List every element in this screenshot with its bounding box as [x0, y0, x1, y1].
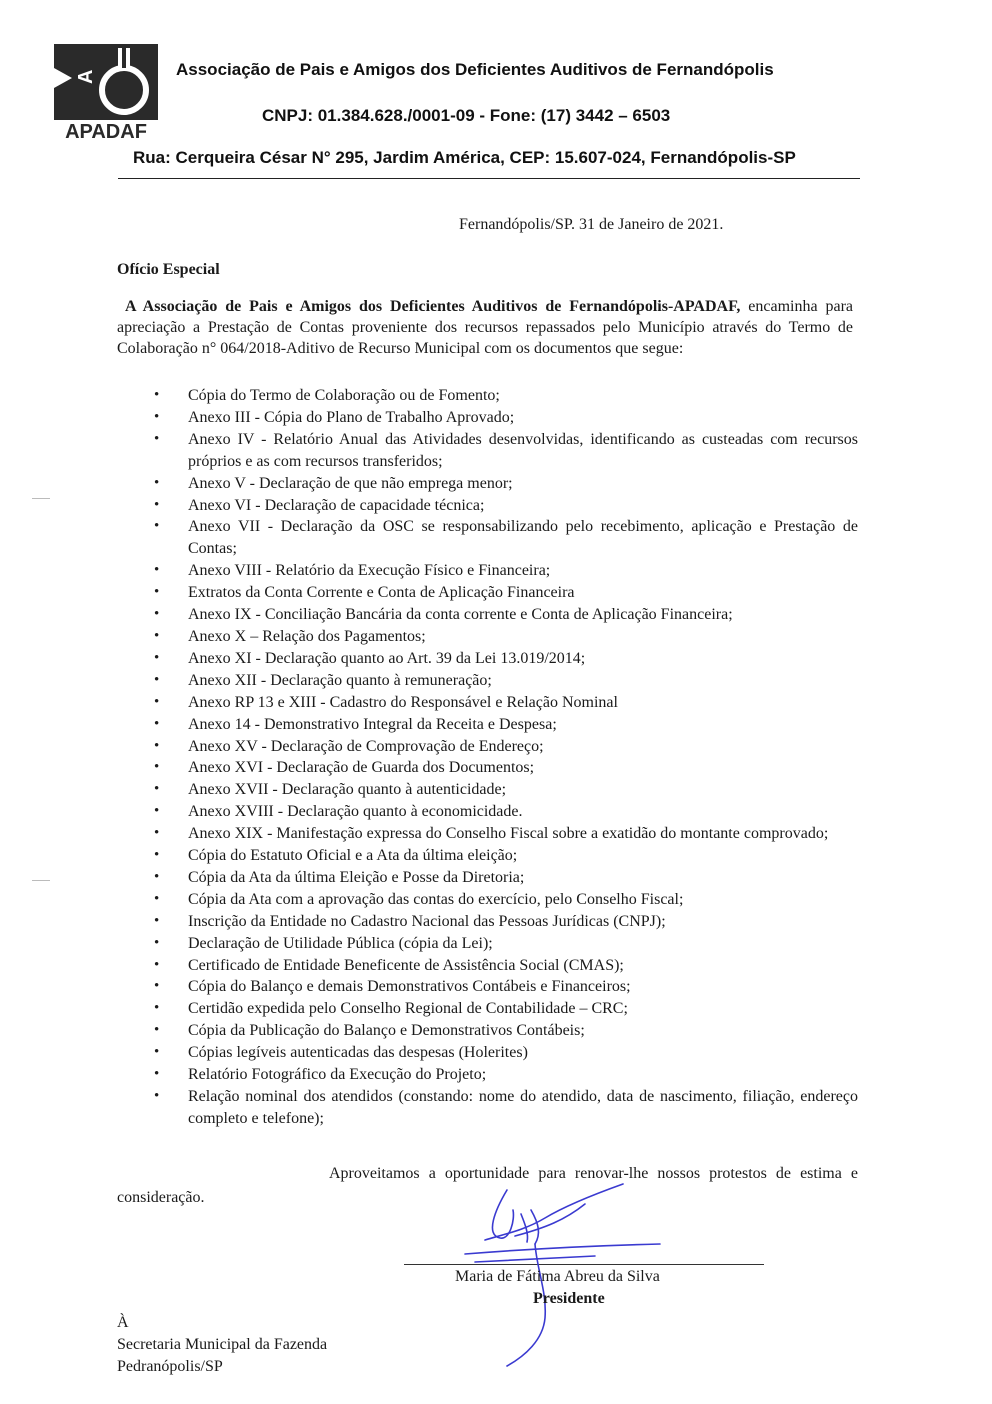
document-list-item: • Relatório Fotográfico da Execução do Projeto;	[150, 1064, 858, 1086]
document-list-item: • Anexo XV - Declaração de Comprovação de Endereço;	[150, 736, 858, 758]
cnpj-phone: CNPJ: 01.384.628./0001-09 - Fone: (17) 3442 – 6503	[262, 106, 671, 125]
document-list-item: • Cópia da Publicação do Balanço e Demonstrativos Contábeis;	[150, 1020, 858, 1042]
logo-letter: A	[75, 69, 97, 84]
document-list-item: • Cópias legíveis autenticadas das despesas (Holerites)	[150, 1042, 858, 1064]
document-list-item: • Cópia do Balanço e demais Demonstrativos Contábeis e Financeiros;	[150, 976, 858, 998]
document-list-item: • Anexo V - Declaração de que não emprega menor;	[150, 473, 858, 495]
document-list-item: • Anexo X – Relação dos Pagamentos;	[150, 626, 858, 648]
document-list-item: • Cópia do Termo de Colaboração ou de Fomento;	[150, 385, 858, 407]
document-list-item: • Inscrição da Entidade no Cadastro Nacional das Pessoas Jurídicas (CNPJ);	[150, 911, 858, 933]
punch-mark	[32, 880, 50, 881]
document-list-item: • Anexo XII - Declaração quanto à remuneração;	[150, 670, 858, 692]
document-list-item: • Anexo VIII - Relatório da Execução Físico e Financeira;	[150, 560, 858, 582]
signatory-name: Maria de Fátima Abreu da Silva	[455, 1268, 660, 1285]
document-list-item: • Anexo XIX - Manifestação expressa do Conselho Fiscal sobre a exatidão do montante comprovado;	[150, 823, 858, 845]
intro-organization: A Associação de Pais e Amigos dos Deficientes Auditivos de Fernandópolis-APADAF,	[125, 298, 741, 315]
document-list-item: • Certificado de Entidade Beneficente de Assistência Social (CMAS);	[150, 955, 858, 977]
document-list-item: • Anexo VII - Declaração da OSC se responsabilizando pelo recebimento, aplicação e Prestação de Contas;	[150, 516, 858, 560]
recipient-to: À	[117, 1314, 129, 1331]
punch-mark	[32, 498, 50, 499]
document-list-item: • Cópia da Ata com a aprovação das contas do exercício, pelo Conselho Fiscal;	[150, 889, 858, 911]
document-list-item: • Anexo IX - Conciliação Bancária da conta corrente e Conta de Aplicação Financeira;	[150, 604, 858, 626]
logo-wordmark: APADAF	[65, 121, 147, 140]
closing-paragraph: Aproveitamos a oportunidade para renovar-lhe nossos protestos de estima e consideração.	[117, 1165, 858, 1206]
document-list-item: • Anexo VI - Declaração de capacidade técnica;	[150, 495, 858, 517]
document-list-item: • Anexo 14 - Demonstrativo Integral da Receita e Despesa;	[150, 714, 858, 736]
organization-address: Rua: Cerqueira César N° 295, Jardim América, CEP: 15.607-024, Fernandópolis-SP	[133, 148, 796, 167]
intro-paragraph	[117, 296, 853, 359]
intro-text: encaminha para apreciação a Prestação de Contas proveniente dos recursos repassados pelo Município através do Termo de Colaboração n° 064/2018-Aditivo de Recurso Municipal com os documentos que segue:	[117, 298, 854, 357]
document-list-item: • Cópia do Estatuto Oficial e a Ata da última eleição;	[150, 845, 858, 867]
document-list-item: • Anexo XVII - Declaração quanto à autenticidade;	[150, 779, 858, 801]
document-list-item: • Anexo IV - Relatório Anual das Atividades desenvolvidas, identificando as custeadas com recursos próprios e as com recursos transferidos;	[150, 429, 858, 473]
document-list-item: • Declaração de Utilidade Pública (cópia da Lei);	[150, 933, 858, 955]
document-list-item: • Extratos da Conta Corrente e Conta de Aplicação Financeira	[150, 582, 858, 604]
letter-date: Fernandópolis/SP. 31 de Janeiro de 2021.	[459, 216, 724, 233]
recipient-office: Secretaria Municipal da Fazenda	[117, 1336, 328, 1353]
apadaf-logo	[50, 42, 162, 140]
document-list-item: • Relação nominal dos atendidos (constando: nome do atendido, data de nascimento, filiação, endereço completo e telefone);	[150, 1086, 858, 1130]
document-list-item: • Anexo XVIII - Declaração quanto à economicidade.	[150, 801, 858, 823]
document-list-item: • Anexo XVI - Declaração de Guarda dos Documentos;	[150, 757, 858, 779]
document-list-item: • Anexo III - Cópia do Plano de Trabalho Aprovado;	[150, 407, 858, 429]
document-list-item: • Certidão expedida pelo Conselho Regional de Contabilidade – CRC;	[150, 998, 858, 1020]
organization-name: Associação de Pais e Amigos dos Deficientes Auditivos de Fernandópolis	[176, 60, 774, 79]
recipient-city: Pedranópolis/SP	[117, 1358, 223, 1375]
apadaf-logo-icon	[50, 42, 162, 140]
header-divider	[118, 178, 860, 179]
document-list	[150, 385, 858, 1130]
document-list-item: • Anexo RP 13 e XIII - Cadastro do Responsável e Relação Nominal	[150, 692, 858, 714]
document-list-item: • Cópia da Ata da última Eleição e Posse da Diretoria;	[150, 867, 858, 889]
document-list-item: • Anexo XI - Declaração quanto ao Art. 39 da Lei 13.019/2014;	[150, 648, 858, 670]
letter-subject: Ofício Especial	[117, 261, 220, 278]
signatory-role: Presidente	[533, 1290, 605, 1307]
